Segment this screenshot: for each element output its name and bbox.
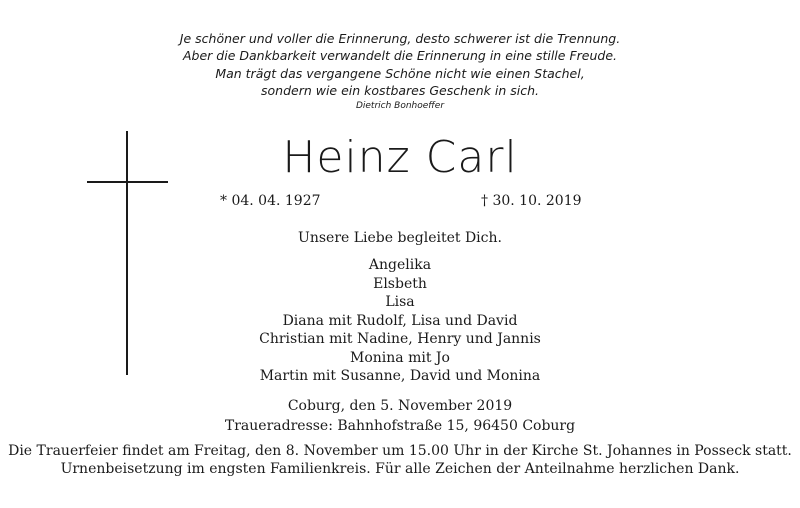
family-member: Martin mit Susanne, David und Monina xyxy=(259,368,541,384)
ceremony-info xyxy=(0,442,800,478)
death-date: † 30. 10. 2019 xyxy=(481,193,582,209)
info-line: Urnenbeisetzung im engsten Familienkreis. Für alle Zeichen der Anteilnahme herzlichen Dank. xyxy=(60,461,740,477)
quote-line: Je schöner und voller die Erinnerung, desto schwerer ist die Trennung. xyxy=(179,31,621,46)
quote-line: Aber die Dankbarkeit verwandelt die Erinnerung in eine stille Freude. xyxy=(183,48,617,64)
family-list xyxy=(0,256,800,386)
family-member: Monina mit Jo xyxy=(350,349,450,366)
family-member: Christian mit Nadine, Henry und Jannis xyxy=(259,331,541,347)
quote-line: Man trägt das vergangene Schöne nicht wie einen Stachel, xyxy=(215,65,585,81)
memorial-quote xyxy=(0,30,800,99)
deceased-name: Heinz Carl xyxy=(282,132,518,183)
mourning-address: Traueradresse: Bahnhofstraße 15, 96450 Coburg xyxy=(224,418,576,434)
place-date: Coburg, den 5. November 2019 xyxy=(287,398,513,414)
farewell-line: Unsere Liebe begleitet Dich. xyxy=(298,230,502,246)
family-member: Angelika xyxy=(368,257,432,273)
family-member: Diana mit Rudolf, Lisa und David xyxy=(282,312,518,329)
quote-author: Dietrich Bonhoeffer xyxy=(355,101,445,111)
birth-date: * 04. 04. 1927 xyxy=(220,193,321,209)
quote-line: sondern wie ein kostbares Geschenk in sich. xyxy=(260,82,539,98)
family-member: Elsbeth xyxy=(373,275,427,292)
info-line: Die Trauerfeier findet am Freitag, den 8. November um 15.00 Uhr in der Kirche St. Johannes in Posseck statt. xyxy=(8,443,792,459)
family-member: Lisa xyxy=(385,294,415,310)
